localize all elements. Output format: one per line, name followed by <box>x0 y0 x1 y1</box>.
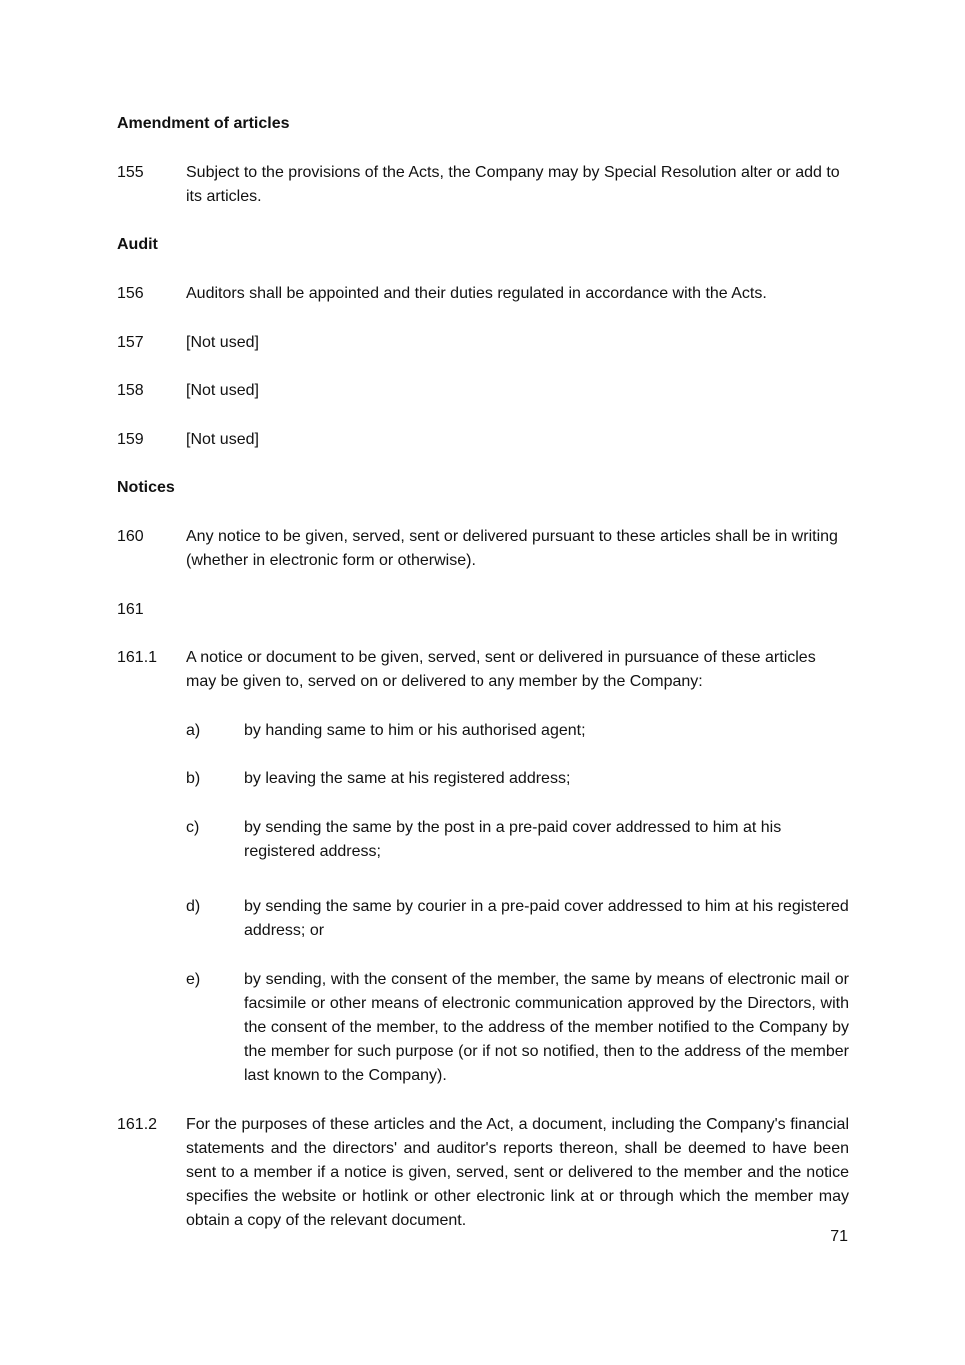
clause-text-161-1: A notice or document to be given, served, sent or delivered in pursuance of these articles may be given to, served on or delivered to any member by the Company: <box>186 649 816 690</box>
section-heading-audit: Audit <box>117 236 158 253</box>
clause-text-160: Any notice to be given, served, sent or delivered pursuant to these articles shall be in writing (whether in electronic form or otherwise). <box>186 528 838 569</box>
section-heading-notices: Notices <box>117 479 175 496</box>
subclause-label-b: b) <box>186 770 201 787</box>
subclause-text-d: by sending the same by courier in a pre-paid cover addressed to him at his registered address; or <box>244 898 849 939</box>
subclause-label-c: c) <box>186 819 200 836</box>
clause-text-157: [Not used] <box>186 334 259 351</box>
clause-number-157: 157 <box>117 334 144 351</box>
clause-number-155: 155 <box>117 164 144 181</box>
clause-number-161-2: 161.2 <box>117 1116 158 1133</box>
clause-number-161-1: 161.1 <box>117 649 158 666</box>
clause-text-161-2: For the purposes of these articles and the Act, a document, including the Company's financial statements and the directors' and auditor's reports thereon, shall be deemed to have been sent to a member if a notice is given, served, sent or delivered to the member and the notice specifies the website or hotlink or other electronic link at or through which the member may obtain a copy of the relevant document. <box>186 1116 849 1229</box>
subclause-text-b: by leaving the same at his registered address; <box>244 770 571 787</box>
subclause-text-a: by handing same to him or his authorised agent; <box>244 722 586 739</box>
subclause-label-a: a) <box>186 722 201 739</box>
subclause-label-d: d) <box>186 898 201 915</box>
clause-text-159: [Not used] <box>186 431 259 448</box>
clause-number-159: 159 <box>117 431 144 448</box>
subclause-text-c: by sending the same by the post in a pre-paid cover addressed to him at his registered address; <box>244 819 782 860</box>
subclause-label-e: e) <box>186 971 201 988</box>
section-heading-amendment: Amendment of articles <box>117 115 290 132</box>
clause-number-158: 158 <box>117 382 144 399</box>
clause-text-156: Auditors shall be appointed and their duties regulated in accordance with the Acts. <box>186 285 767 302</box>
clause-text-155: Subject to the provisions of the Acts, the Company may by Special Resolution alter or add to its articles. <box>186 164 840 205</box>
page-number: 71 <box>830 1228 848 1245</box>
clause-number-156: 156 <box>117 285 144 302</box>
clause-number-161: 161 <box>117 601 144 618</box>
clause-text-158: [Not used] <box>186 382 259 399</box>
subclause-text-e: by sending, with the consent of the member, the same by means of electronic mail or facsimile or other means of electronic communication approved by the Directors, with the consent of the member, to the address of the member notified to the Company by the member for such purpose (or if not so notified, then to the address of the member last known to the Company). <box>244 971 849 1084</box>
clause-number-160: 160 <box>117 528 144 545</box>
